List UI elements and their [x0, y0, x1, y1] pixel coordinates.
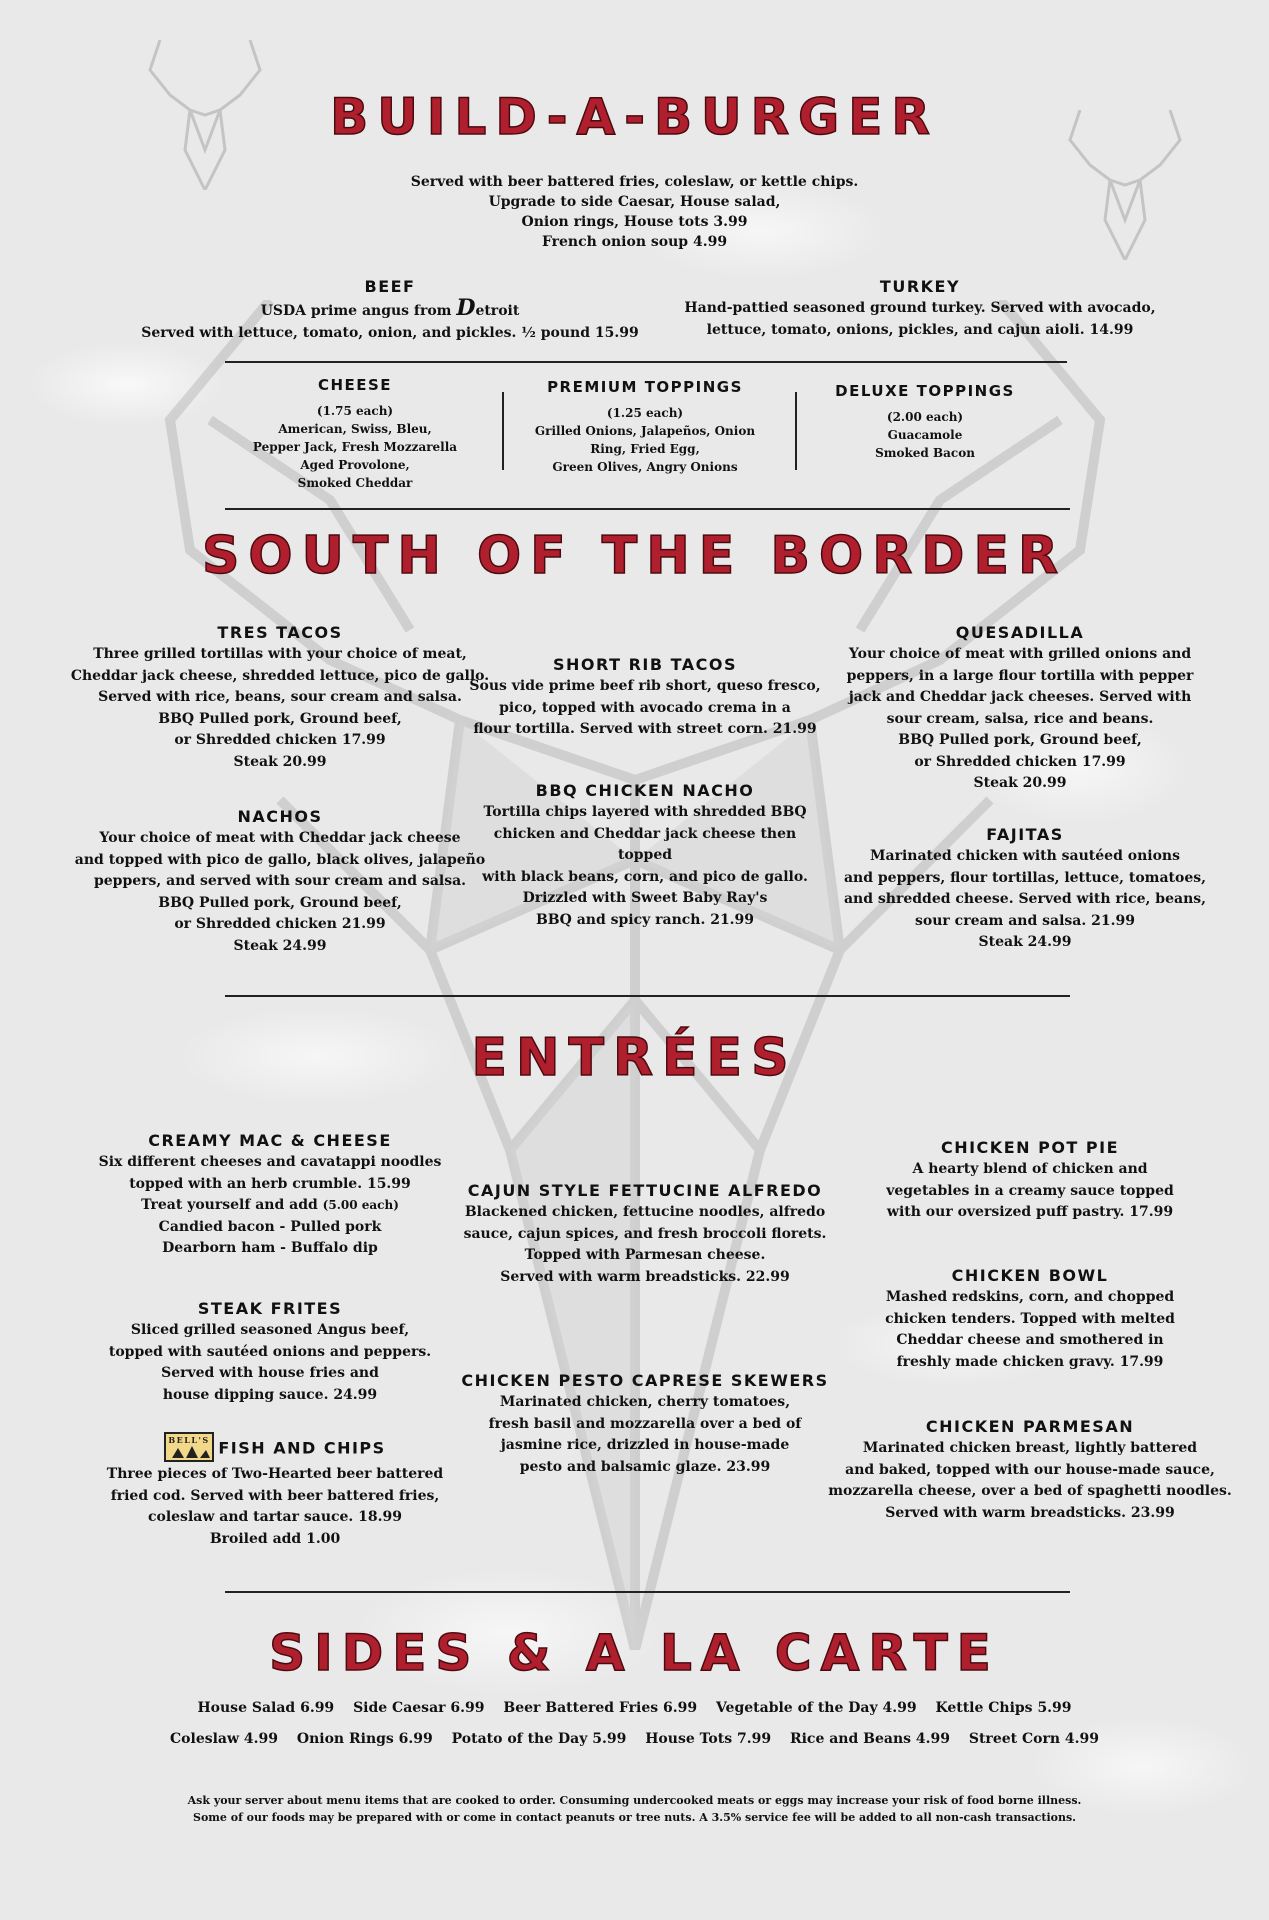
menu-item-fajitas: FAJITAS Marinated chicken with sautéed onions and peppers, flour tortillas, lettuce, tomatoes, and shredded cheese. Served with rice, beans, sour cream and salsa. 21.99 Steak 24.99	[840, 824, 1210, 954]
south-title: SOUTH OF THE BORDER	[201, 526, 1068, 586]
menu-item-fish-and-chips: BELL'S FISH AND CHIPS Three pieces of Two-Hearted beer battered fried cod. Served with beer battered fries, coleslaw and tartar sauce. 18.99 Broiled add 1.00	[100, 1434, 450, 1550]
menu-item-deluxe-toppings: DELUXE TOPPINGS (2.00 each) Guacamole Smoked Bacon	[815, 380, 1035, 462]
side-item: Onion Rings 6.99	[296, 1731, 433, 1747]
item-name: CHICKEN PARMESAN	[925, 1417, 1135, 1436]
menu-item-chicken-pot-pie: CHICKEN POT PIE A hearty blend of chicken and vegetables in a creamy sauce topped with our oversized puff pastry. 17.99	[860, 1137, 1200, 1224]
sides-row-2	[0, 1731, 1269, 1747]
item-name: BEEF	[364, 277, 416, 296]
menu-item-turkey: TURKEY Hand-pattied seasoned ground turkey. Served with avocado, lettuce, tomato, onions, pickles, and cajun aioli. 14.99	[680, 276, 1160, 341]
item-name: CHICKEN PESTO CAPRESE SKEWERS	[461, 1371, 829, 1390]
item-name: BBQ CHICKEN NACHO	[535, 781, 755, 800]
menu-item-nachos: NACHOS Your choice of meat with Cheddar jack cheese and topped with pico de gallo, black olives, jalapeño peppers, and served with sour cream and salsa. BBQ Pulled pork, Ground beef, or Shredded chicken 21.99 Steak 24.99	[70, 806, 490, 957]
divider	[225, 361, 1067, 363]
side-item: Beer Battered Fries 6.99	[503, 1700, 698, 1716]
sides-row-1	[0, 1700, 1269, 1716]
svg-text:BELL'S: BELL'S	[168, 1435, 210, 1445]
side-item: Kettle Chips 5.99	[935, 1700, 1072, 1716]
item-name: CHEESE	[317, 376, 393, 394]
side-item: House Salad 6.99	[197, 1700, 335, 1716]
menu-item-chicken-parmesan: CHICKEN PARMESAN Marinated chicken breast, lightly battered and baked, topped with our house-made sauce, mozzarella cheese, over a bed of spaghetti noodles. Served with warm breadsticks. 23.99	[820, 1416, 1240, 1524]
item-name: FAJITAS	[986, 825, 1064, 844]
menu-item-steak-frites: STEAK FRITES Sliced grilled seasoned Angus beef, topped with sautéed onions and peppers. Served with house fries and house dipping sauce. 24.99	[80, 1298, 460, 1406]
side-item: Side Caesar 6.99	[353, 1700, 485, 1716]
item-name: CAJUN STYLE FETTUCINE ALFREDO	[467, 1181, 823, 1200]
item-name: CHICKEN BOWL	[951, 1266, 1109, 1285]
item-name: CREAMY MAC & CHEESE	[148, 1131, 392, 1150]
disclaimer: Ask your server about menu items that are cooked to order. Consuming undercooked meats or eggs may increase your risk of food borne illness. Some of our foods may be prepared with or come in contact peanuts or tree nuts. A 3.5% service fee will be added to all non-cash transactions.	[187, 1794, 1082, 1824]
side-item: Vegetable of the Day 4.99	[715, 1700, 917, 1716]
menu-item-quesadilla: QUESADILLA Your choice of meat with grilled onions and peppers, in a large flour tortilla with pepper jack and Cheddar jack cheeses. Served with sour cream, salsa, rice and beans. BBQ Pulled pork, Ground beef, or Shredded chicken 17.99 Steak 20.99	[830, 622, 1210, 795]
item-name: TURKEY	[879, 277, 961, 296]
bells-brewery-logo	[164, 1432, 214, 1462]
item-name: BELL'S FISH AND CHIPS	[100, 1434, 450, 1464]
divider-vertical	[795, 392, 797, 470]
detroit-d-logo: D	[456, 295, 476, 321]
menu-item-bbq-chicken-nacho: BBQ CHICKEN NACHO Tortilla chips layered with shredded BBQ chicken and Cheddar jack cheese then topped with black beans, corn, and pico de gallo. Drizzled with Sweet Baby Ray's BBQ and spicy ranch. 21.99	[470, 780, 820, 931]
item-name: PREMIUM TOPPINGS	[547, 378, 743, 396]
menu-item-chicken-bowl: CHICKEN BOWL Mashed redskins, corn, and chopped chicken tenders. Topped with melted Cheddar cheese and smothered in freshly made chicken gravy. 17.99	[860, 1265, 1200, 1373]
divider	[225, 1591, 1070, 1593]
menu-item-cheese: CHEESE (1.75 each) American, Swiss, Bleu, Pepper Jack, Fresh Mozzarella Aged Provolone, Smoked Cheddar	[240, 374, 470, 492]
divider	[225, 995, 1070, 997]
item-name: TRES TACOS	[217, 623, 343, 642]
side-item: Street Corn 4.99	[968, 1731, 1099, 1747]
item-name: NACHOS	[237, 807, 323, 826]
sides-title: SIDES & A LA CARTE	[269, 1624, 1000, 1682]
item-name: STEAK FRITES	[197, 1299, 343, 1318]
menu-item-pesto-skewers: CHICKEN PESTO CAPRESE SKEWERS Marinated chicken, cherry tomatoes, fresh basil and mozzarella over a bed of jasmine rice, drizzled in house-made pesto and balsamic glaze. 23.99	[420, 1370, 870, 1478]
item-name: SHORT RIB TACOS	[552, 655, 738, 674]
side-item: House Tots 7.99	[645, 1731, 772, 1747]
side-item: Coleslaw 4.99	[170, 1731, 279, 1747]
side-item: Potato of the Day 5.99	[451, 1731, 627, 1747]
menu-item-short-rib-tacos: SHORT RIB TACOS Sous vide prime beef rib short, queso fresco, pico, topped with avocado crema in a flour tortilla. Served with street corn. 21.99	[465, 654, 825, 741]
menu-item-premium-toppings: PREMIUM TOPPINGS (1.25 each) Grilled Onions, Jalapeños, Onion Ring, Fried Egg, Green Olives, Angry Onions	[520, 376, 770, 476]
item-name: CHICKEN POT PIE	[940, 1138, 1120, 1157]
menu-item-mac-and-cheese: CREAMY MAC & CHEESE Six different cheeses and cavatappi noodles topped with an herb crumble. 15.99 Treat yourself and add (5.00 each) Candied bacon - Pulled pork Dearborn ham - Buffalo dip	[70, 1130, 470, 1260]
item-name: QUESADILLA	[955, 623, 1085, 642]
divider-vertical	[502, 392, 504, 470]
menu-item-beef: BEEF USDA prime angus from Detroit Served with lettuce, tomato, onion, and pickles. ½ pound 15.99	[141, 277, 639, 341]
entrees-title: ENTRÉES	[471, 1028, 798, 1088]
burger-intro: Served with beer battered fries, coleslaw, or kettle chips. Upgrade to side Caesar, House salad, Onion rings, House tots 3.99 French onion soup 4.99	[410, 174, 859, 250]
burger-title: BUILD-A-BURGER	[330, 88, 939, 146]
menu-item-tres-tacos: TRES TACOS Three grilled tortillas with your choice of meat, Cheddar jack cheese, shredded lettuce, pico de gallo. Served with rice, beans, sour cream and salsa. BBQ Pulled pork, Ground beef, or Shredded chicken 17.99 Steak 20.99	[60, 622, 500, 773]
side-item: Rice and Beans 4.99	[789, 1731, 950, 1747]
menu-item-cajun-alfredo: CAJUN STYLE FETTUCINE ALFREDO Blackened chicken, fettucine noodles, alfredo sauce, cajun spices, and fresh broccoli florets. Topped with Parmesan cheese. Served with warm breadsticks. 22.99	[430, 1180, 860, 1288]
item-name: DELUXE TOPPINGS	[835, 382, 1015, 400]
divider	[225, 508, 1070, 510]
